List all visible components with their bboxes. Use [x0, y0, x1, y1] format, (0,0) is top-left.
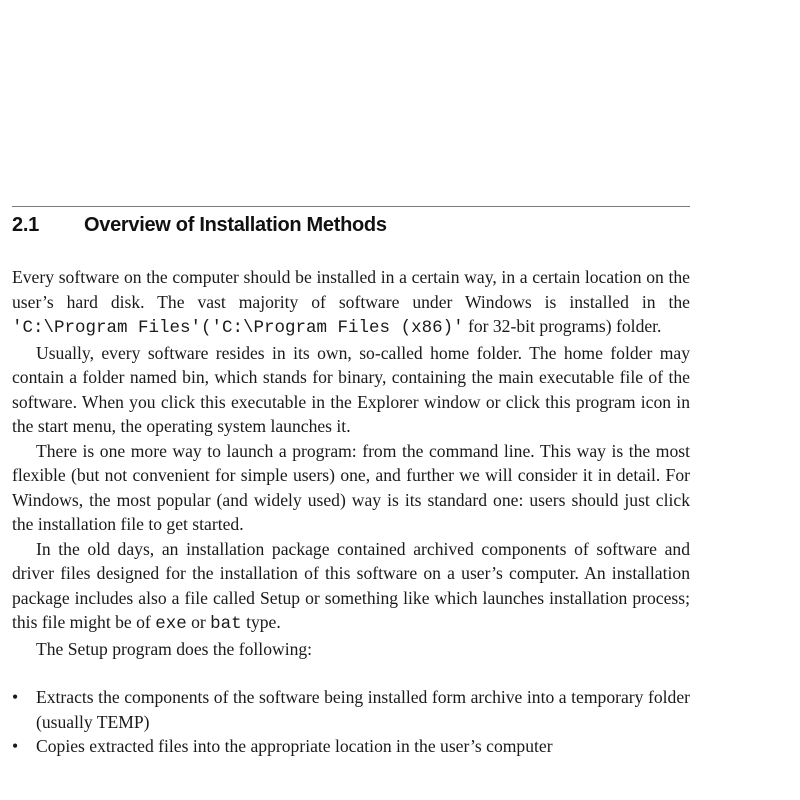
paragraph-4-text-mid: or [186, 612, 211, 632]
paragraph-4-text-b: type. [241, 612, 281, 632]
setup-steps-list [12, 685, 690, 759]
code-program-files: 'C:\Program Files' [12, 318, 202, 338]
paragraph-3: There is one more way to launch a program: from the command line. This way is the most flexible (but not convenient for simple users) one, and further we will consider it in detail. For Windows, the most popular (and widely used) way is its standard one: users should just click the installation file to get started. [12, 440, 690, 534]
section-number: 2.1 [12, 214, 39, 236]
paragraph-5: The Setup program does the following: [36, 638, 313, 659]
paragraph-1-text-a: Every software on the computer should be installed in a certain way, in a certain location on the user’s hard disk. The vast majority of software under Windows is installed in the [12, 267, 690, 312]
section-heading [12, 214, 387, 237]
paragraph-1 [12, 265, 690, 341]
paragraph-4-text-a: In the old days, an installation package contained archived components of software and driver files designed for the installation of this software on a user’s computer. An installation package includes also a file called Setup or something like which launches installation process; this file might be of [12, 538, 690, 632]
paragraph-4 [12, 537, 690, 637]
list-item-text: Copies extracted files into the appropriate location in the user’s computer [36, 736, 553, 756]
body-text [12, 265, 690, 759]
bullet-icon: • [12, 736, 19, 756]
bullet-icon: • [12, 687, 19, 707]
code-exe: exe [155, 614, 187, 634]
section-title: Overview of Installation Methods [84, 214, 387, 236]
paragraph-1-text-b: for 32-bit programs) folder. [463, 316, 662, 336]
paragraph-2: Usually, every software resides in its own, so-called home folder. The home folder may contain a folder named bin, which stands for binary, containing the main executable file of the software. When you click this executable in the Explorer window or click this program icon in the start menu, the operating system launches it. [12, 342, 690, 436]
code-program-files-x86: ('C:\Program Files (x86)' [201, 318, 464, 338]
section-rule [12, 206, 690, 207]
code-bat: bat [210, 614, 242, 634]
list-spacer [12, 661, 690, 685]
list-item [12, 685, 690, 734]
list-item [12, 734, 690, 759]
list-item-text: Extracts the components of the software being installed form archive into a temporary folder (usually TEMP) [36, 687, 690, 732]
book-page [12, 0, 690, 800]
